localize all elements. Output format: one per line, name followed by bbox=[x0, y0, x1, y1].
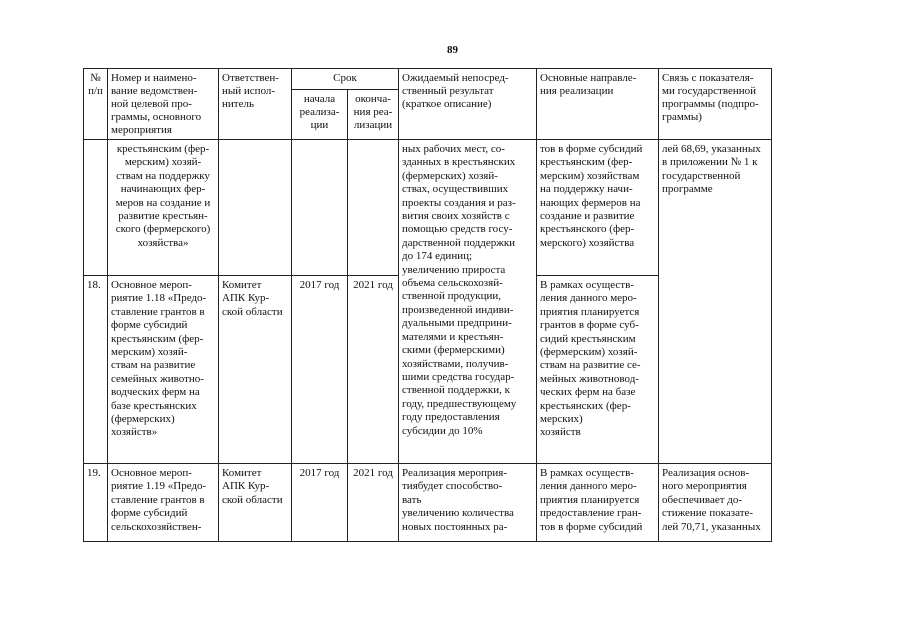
cell-directions: тов в форме субсидий крестьянским (фер- мерским) хозяйствам на поддержку начи- нающих фермеров на создание и развитие крестьянского (фер- мерского) хозяйства bbox=[537, 140, 659, 276]
cell-num: 18. bbox=[84, 276, 108, 464]
cell-link: лей 68,69, указанных в приложении № 1 к государственной программе bbox=[659, 140, 772, 464]
cell-responsible bbox=[219, 140, 292, 276]
cell-name: Основное мероп- риятие 1.18 «Предо- ставление грантов в форме субсидий крестьянским (фер- мерским) хозяй- ствам на развитие семейных животно- водческих ферм на базе крестьянских (фермерских) хозяйств» bbox=[108, 276, 219, 464]
header-term-start: начала реализа- ции bbox=[292, 90, 348, 140]
cell-directions: В рамках осуществ- ления данного меро- приятия планируется грантов в форме суб- сидий крестьянским (фермерским) хозяй- ствам на развитие се- мейных животновод- ческих ферм на базе крестьянских (фер- мерских) хозяйств bbox=[537, 276, 659, 464]
cell-responsible: Комитет АПК Кур- ской области bbox=[219, 276, 292, 464]
cell-num: 19. bbox=[84, 464, 108, 542]
header-term: Срок bbox=[292, 69, 399, 90]
cell-start: 2017 год bbox=[292, 276, 348, 464]
header-name: Номер и наимено- вание ведомствен- ной целевой про- граммы, основного мероприятия bbox=[108, 69, 219, 140]
table-row bbox=[84, 140, 772, 276]
cell-end: 2021 год bbox=[348, 276, 399, 464]
cell-name: крестьянским (фер- мерским) хозяй- ствам на поддержку начинающих фер- меров на создание и развитие крестьян- ского (фермерского) хозяйства» bbox=[108, 140, 219, 276]
cell-start bbox=[292, 140, 348, 276]
cell-result: Реализация мероприя- тиябудет способство- вать увеличению количества новых постоянных ра- bbox=[399, 464, 537, 542]
header-num: № п/п bbox=[84, 69, 108, 140]
cell-link: Реализация основ- ного мероприятия обеспечивает до- стижение показате- лей 70,71, указанных bbox=[659, 464, 772, 542]
header-link: Связь с показателя- ми государственной программы (подпро- граммы) bbox=[659, 69, 772, 140]
cell-name: Основное мероп- риятие 1.19 «Предо- ставление грантов в форме субсидий сельскохозяйствен- bbox=[108, 464, 219, 542]
cell-end bbox=[348, 140, 399, 276]
table-row bbox=[84, 464, 772, 542]
cell-directions: В рамках осуществ- ления данного меро- приятия планируется предоставление гран- тов в форме субсидий bbox=[537, 464, 659, 542]
cell-result: ных рабочих мест, со- зданных в крестьянских (фермерских) хозяй- ствах, осуществивших проекты создания и раз- вития своих хозяйств с помощью средств госу- дарственной поддержки до 174 единиц; увеличению прироста объема сельскохозяй- ственной продукции, произведенной индиви- дуальными предприни- мателями и крестьян- скими (фермерскими) хозяйствами, получив- шими средства государ- ственной поддержки, к году, предшествующему году предоставления субсидии до 10% bbox=[399, 140, 537, 464]
header-result: Ожидаемый непосред- ственный результат (краткое описание) bbox=[399, 69, 537, 140]
header-directions: Основные направле- ния реализации bbox=[537, 69, 659, 140]
cell-responsible: Комитет АПК Кур- ской области bbox=[219, 464, 292, 542]
header-responsible: Ответствен- ный испол- нитель bbox=[219, 69, 292, 140]
page-number: 89 bbox=[447, 44, 458, 56]
table-header-row bbox=[84, 69, 772, 90]
cell-start: 2017 год bbox=[292, 464, 348, 542]
header-term-end: оконча- ния реа- лизации bbox=[348, 90, 399, 140]
cell-end: 2021 год bbox=[348, 464, 399, 542]
program-activities-table bbox=[83, 68, 772, 542]
cell-num bbox=[84, 140, 108, 276]
